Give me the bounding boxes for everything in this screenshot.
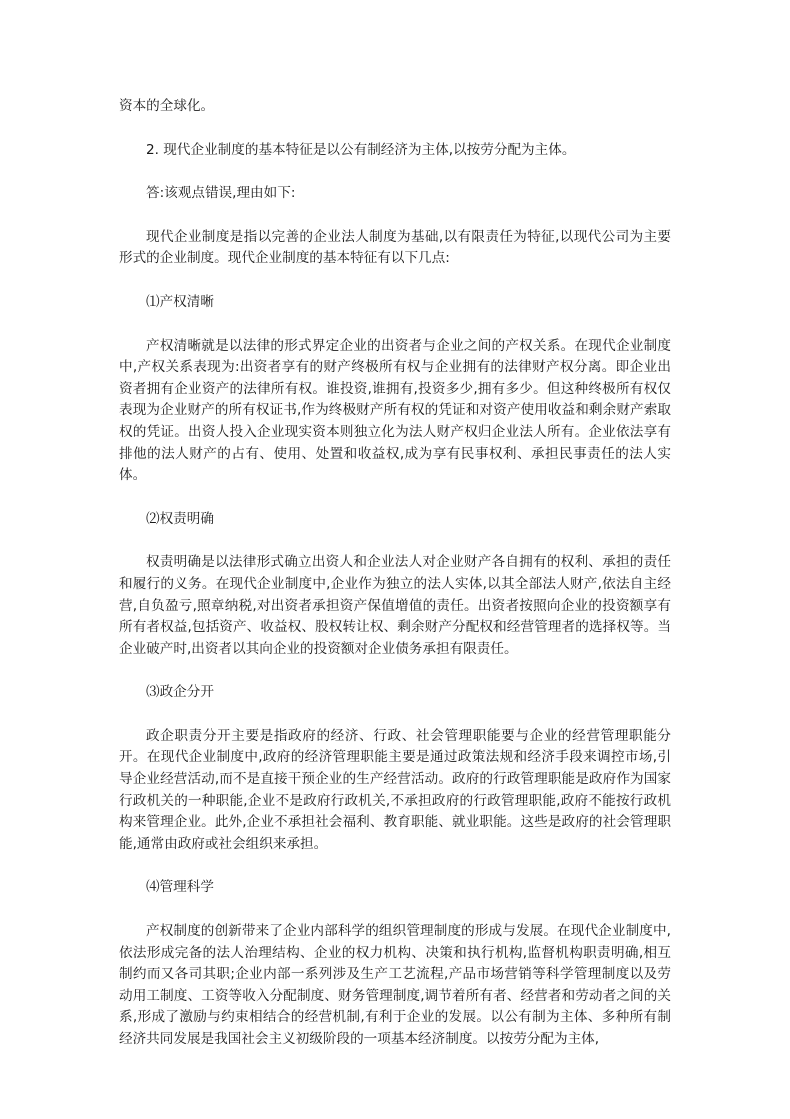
- section-body-property-rights: 产权清晰就是以法律的形式界定企业的出资者与企业之间的产权关系。在现代企业制度中,产权关系表现为:出资者享有的财产终极所有权与企业拥有的法律财产权分离。即企业出资者拥有企业资产的法律所有权。谁投资,谁拥有,投资多少,拥有多少。但这种终极所有权仅表现为企业财产的所有权证书,作为终极财产所有权的凭证和对资产使用收益和剩余财产索取权的凭证。出资人投入企业现实资本则独立化为法人财产权归企业法人所有。企业依法享有排他的法人财产的占有、使用、处置和收益权,成为享有民事权利、承担民事责任的法人实体。: [119, 337, 671, 484]
- section-title-scientific-management: ⑷管理科学: [146, 879, 214, 896]
- section-title-government-enterprise: ⑶政企分开: [146, 684, 214, 701]
- answer-intro: 答:该观点错误,理由如下:: [146, 185, 296, 202]
- question-statement: 2. 现代企业制度的基本特征是以公有制经济为主体,以按劳分配为主体。: [146, 141, 576, 158]
- section-body-government-enterprise: 政企职责分开主要是指政府的经济、行政、社会管理职能要与企业的经营管理职能分开。在现代企业制度中,政府的经济管理职能主要是通过政策法规和经济手段来调控市场,引导企业经营活动,而不是直接干预企业的生产经营活动。政府的行政管理职能是政府作为国家行政机关的一种职能,企业不是政府行政机关,不承担政府的行政管理职能,政府不能按行政机构来管理企业。此外,企业不承担社会福利、教育职能、就业职能。这些是政府的社会管理职能,通常由政府或社会组织来承担。: [119, 727, 671, 852]
- section-title-rights-responsibilities: ⑵权责明确: [146, 510, 214, 527]
- continuation-paragraph: 资本的全球化。: [119, 98, 215, 114]
- definition-paragraph: 现代企业制度是指以完善的企业法人制度为基础,以有限责任为特征,以现代公司为主要形式的企业制度。现代企业制度的基本特征有以下几点:: [119, 228, 671, 267]
- section-body-rights-responsibilities: 权责明确是以法律形式确立出资人和企业法人对企业财产各自拥有的权利、承担的责任和履行的义务。在现代企业制度中,企业作为独立的法人实体,以其全部法人财产,依法自主经营,自负盈亏,照章纳税,对出资者承担资产保值增值的责任。出资者按照向企业的投资额享有所有者权益,包括资产、收益权、股权转让权、剩余财产分配权和经营管理者的选择权等。当企业破产时,出资者以其向企业的投资额对企业债务承担有限责任。: [119, 554, 671, 657]
- document-page: [119, 96, 671, 1051]
- section-body-scientific-management: 产权制度的创新带来了企业内部科学的组织管理制度的形成与发展。在现代企业制度中,依法形成完备的法人治理结构、企业的权力机构、决策和执行机构,监督机构职责明确,相互制约而又各司其职;企业内部一系列涉及生产工艺流程,产品市场营销等科学管理制度以及劳动用工制度、工资等收入分配制度、财务管理制度,调节着所有者、经营者和劳动者之间的关系,形成了激励与约束相结合的经营机制,有利于企业的发展。以公有制为主体、多种所有制经济共同发展是我国社会主义初级阶段的一项基本经济制度。以按劳分配为主体,: [119, 923, 671, 1047]
- section-title-property-rights: ⑴产权清晰: [146, 293, 214, 310]
